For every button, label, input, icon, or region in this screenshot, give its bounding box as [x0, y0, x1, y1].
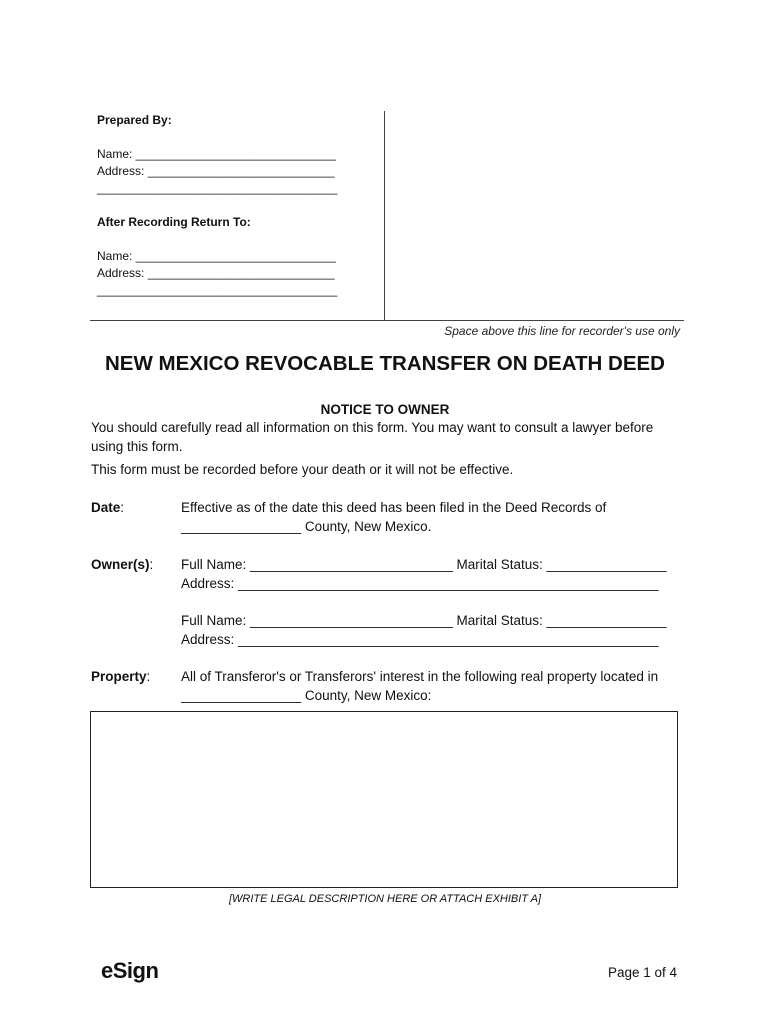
owner1-address-field[interactable]: Address: ________________________________________________________	[181, 576, 659, 591]
esign-logo: eSign	[101, 958, 159, 983]
notice-text-line3: This form must be recorded before your death or it will not be effective.	[91, 462, 514, 477]
return-name-field[interactable]: Name: ______________________________	[97, 249, 336, 263]
owners-label: Owner(s):	[91, 557, 154, 572]
recorder-note: Space above this line for recorder's use only	[444, 324, 680, 338]
property-text-line1: All of Transferor's or Transferors' interest in the following real property located in	[181, 669, 659, 684]
notice-text-line1: You should carefully read all information on this form. You may want to consult a lawyer before	[91, 420, 654, 435]
legal-description-box[interactable]	[90, 711, 678, 888]
return-address-line2[interactable]: ____________________________________	[97, 283, 338, 297]
owner2-name-field[interactable]: Full Name: ___________________________ Marital Status: ________________	[181, 613, 667, 628]
prepared-name-field[interactable]: Name: ______________________________	[97, 147, 336, 161]
prepared-address-field[interactable]: Address: ____________________________	[97, 164, 335, 178]
date-county-field[interactable]: ________________ County, New Mexico.	[181, 519, 432, 534]
legal-description-caption: [WRITE LEGAL DESCRIPTION HERE OR ATTACH EXHIBIT A]	[228, 893, 542, 905]
recorder-divider-horizontal	[90, 320, 684, 321]
property-county-field[interactable]: ________________ County, New Mexico:	[181, 688, 432, 703]
date-label: Date:	[91, 500, 125, 515]
notice-text-line2: using this form.	[91, 439, 183, 454]
owner2-address-field[interactable]: Address: ________________________________________________________	[181, 632, 659, 647]
page-number: Page 1 of 4	[607, 965, 677, 980]
notice-heading: NOTICE TO OWNER	[320, 402, 450, 417]
prepared-address-line2[interactable]: ____________________________________	[97, 181, 338, 195]
property-label: Property:	[91, 669, 151, 684]
date-text-line1: Effective as of the date this deed has been filed in the Deed Records of	[181, 500, 607, 515]
prepared-by-heading: Prepared By:	[97, 113, 172, 127]
document-title: NEW MEXICO REVOCABLE TRANSFER ON DEATH DEED	[105, 352, 665, 375]
return-address-field[interactable]: Address: ____________________________	[97, 266, 335, 280]
owner1-name-field[interactable]: Full Name: ___________________________ Marital Status: ________________	[181, 557, 667, 572]
return-to-heading: After Recording Return To:	[97, 215, 251, 229]
recorder-divider-vertical	[384, 111, 385, 321]
